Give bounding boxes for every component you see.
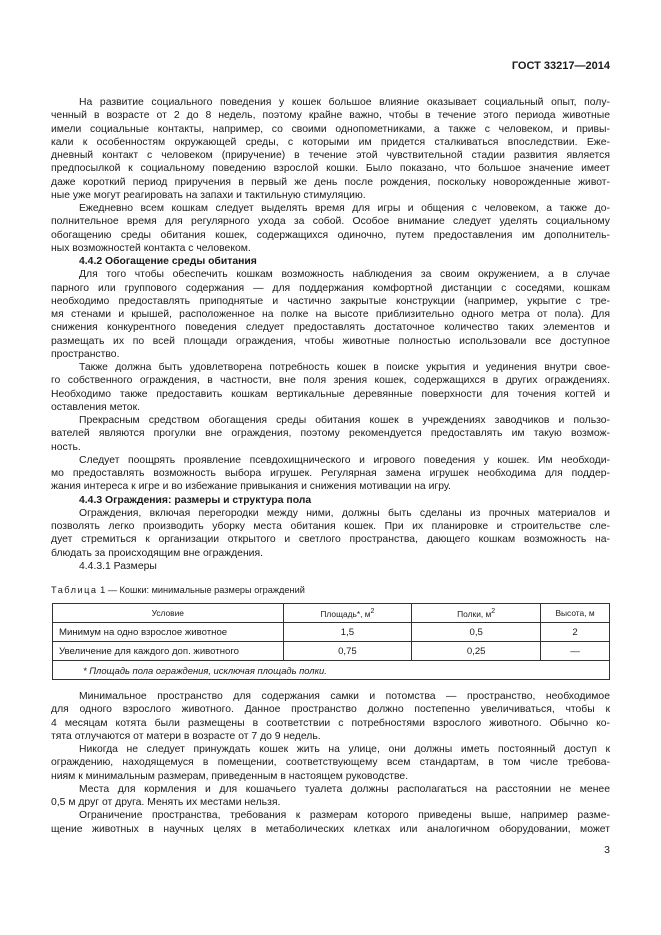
- header-area: Площадь*, $м^2$: [283, 604, 412, 623]
- enclosure-size-table: [52, 603, 610, 680]
- table-footnote-row: [53, 661, 610, 680]
- text-line: 0,5 м друг от друга. Менять их местами нельзя.: [51, 797, 281, 808]
- text-line: Прекрасным средством обогащения среды обитания кошек в учреждениях заводчиков и пользо-: [79, 415, 610, 426]
- text-line: ограждению, находящемуся в помещении, соответствующему всем стандартам, в том числе требова-: [51, 757, 610, 769]
- text-line: оставления меток.: [51, 401, 141, 413]
- text-line: щение животных в научных целях в метаболических клетках или аналогичном оборудовании, может: [51, 823, 610, 835]
- cell-condition: Увеличение для каждого доп. животного: [53, 642, 284, 661]
- paragraph: [51, 202, 610, 255]
- text-line: полнительное время для регулярного ухода за собой. Особое внимание следует уделять социальному: [51, 216, 610, 228]
- text-line: Следует поощрять проявление псевдохищнического и игрового поведения у кошек. Им необходи-: [79, 454, 610, 466]
- text-line: пространство.: [51, 348, 120, 360]
- text-line: предпосылкой к социальному поведению взрослой кошки. Было показано, что большое значение имеет: [51, 163, 610, 175]
- text-line: Ограждения, включая перегородки между ними, должны быть сделаны из прочных материалов и: [79, 507, 610, 519]
- text-line: 4 месяцам котята были размещены в соответствии с потребностями взрослого животного. Обычно ко-: [51, 717, 610, 729]
- cell-shelves: 0,25: [412, 642, 541, 661]
- text-line: ные уже могут реагировать на запахи и тактильную стимуляцию.: [51, 189, 366, 201]
- text-line: жания интереса к игре и во избежание привыкания и снижения мотивации на игру.: [51, 481, 451, 493]
- table-row: [53, 623, 610, 642]
- table-row: [53, 642, 610, 661]
- text-line: размещать их по всей площади ограждения, чтобы животные полностью использовали все доступное: [51, 335, 610, 347]
- text-line: На развитие социального поведения у кошек большое влияние оказывает социальный опыт, полу-: [79, 97, 610, 108]
- document-header-id: ГОСТ 33217—2014: [511, 60, 610, 72]
- text-line: ность.: [51, 441, 81, 453]
- section-heading: 4.4.2 Обогащение среды обитания: [79, 256, 257, 267]
- table-caption-text: — Кошки: минимальные размеры ограждений: [107, 585, 305, 595]
- text-line: Минимальное пространство для содержания самки и потомства — пространство, необходимое: [79, 691, 610, 702]
- text-line: парного или группового содержания — для поддержания комфортной дистанции с соседями, кошкам: [51, 282, 610, 294]
- paragraph: [51, 414, 610, 454]
- header-height: Высота, м: [541, 604, 610, 623]
- table-caption: [51, 585, 305, 595]
- text-line: ченный в возрасте от 2 до 8 недель, поэтому крайне важно, чтобы в течение этого периода животные: [51, 110, 610, 122]
- text-line: го собственного ограждения, в частности, вне поля зрения кошек, содержащихся в других ограждениях.: [51, 375, 610, 387]
- text-line: ниям к минимальным размерам, приведенным в настоящем руководстве.: [51, 770, 409, 782]
- paragraph: [51, 454, 610, 494]
- text-line: мо предоставлять возможность выбора игрушек. Регулярная замена игрушек необходима для поддер-: [51, 468, 610, 479]
- text-line: дневный контакт с человеком (приручение) в течение этой чувствительной стадии развития является: [51, 150, 610, 161]
- page-number: 3: [604, 844, 610, 856]
- paragraph: [51, 507, 610, 560]
- text-line: даже короткий период приручения в первый же день после рождения, поскольку новорожденные живот-: [51, 176, 610, 188]
- cell-condition: Минимум на одно взрослое животное: [53, 623, 284, 642]
- paragraph: [51, 783, 610, 810]
- cell-height: —: [541, 642, 610, 661]
- text-line: Ежедневно всем кошкам следует выделять время для игры и общения с человеком, а также до-: [79, 203, 610, 214]
- text-line: Также должна быть удовлетворена потребность кошек в поиске укрытия и уединения внутри свое-: [79, 362, 610, 373]
- text-line: позволять легко производить уборку места обитания кошек. При их планировке и строительстве сле-: [51, 521, 610, 532]
- body-text-top: [51, 96, 610, 573]
- text-line: дует стремиться к организации открытого и светлого пространства, дающего кошкам возможность на-: [51, 534, 610, 546]
- body-text-bottom: [51, 690, 610, 836]
- cell-shelves: 0,5: [412, 623, 541, 642]
- paragraph: [51, 268, 610, 361]
- text-line: Места для кормления и для кошачьего туалета должны располагаться на расстоянии не менее: [79, 783, 610, 795]
- text-line: тята отлучаются от матери в возрасте от 7 до 9 недель.: [51, 730, 321, 742]
- text-line: кали к особенностям окружающей среды, с которыми им придется сталкиваться впоследствии. Еже-: [51, 136, 610, 148]
- text-line: Необходимо также предоставить кошкам вертикальные деревянные поверхности для точения когтей и: [51, 388, 610, 400]
- text-line: ных возможностей контакта с человеком.: [51, 242, 251, 254]
- text-line: мя стенами и крышей, расположенное на полке на высоте приблизительно одного метра от пола). Для: [51, 309, 610, 320]
- text-line: обогащению среды обитания кошек, содержащихся одиночно, путем предоставления им дополнитель-: [51, 229, 610, 241]
- cell-area: 1,5: [283, 623, 412, 642]
- table-footnote: * Площадь пола ограждения, исключая площадь полки.: [53, 661, 610, 680]
- text-line: необходимо предоставлять приподнятые и частично закрытые конструкции (например, укрытие с тре-: [51, 295, 610, 307]
- table-caption-prefix: Таблица: [51, 585, 98, 595]
- header-condition: Условие: [53, 604, 284, 623]
- table-header-row: [53, 604, 610, 623]
- text-line: Для того чтобы обеспечить кошкам возможность наблюдения за своим окружением, а в случае: [79, 269, 610, 281]
- text-line: для одного взрослого животного. Данное пространство должно постепенно увеличиваться, чтобы к: [51, 704, 610, 716]
- text-line: блюдать за происходящим вне ограждения.: [51, 547, 263, 559]
- paragraph: [51, 809, 610, 836]
- header-shelves: Полки, $м^2$: [412, 604, 541, 623]
- table-caption-number: 1: [100, 585, 106, 595]
- text-line: вателей являются прогулки вне ограждения, поэтому рекомендуется предоставлять им такую возмож-: [51, 428, 610, 440]
- paragraph: [51, 361, 610, 414]
- cell-area: 0,75: [283, 642, 412, 661]
- text-line: Ограничение пространства, требования к размерам которого приведены выше, например разме-: [79, 810, 610, 822]
- cell-height: 2: [541, 623, 610, 642]
- paragraph: [51, 96, 610, 202]
- text-line: имели социальные контакты, например, со своими однопометниками, а также с человеком, и привы-: [51, 123, 610, 135]
- text-line: снижения конкурентного поведения следует предоставлять достаточное количество таких элементов и: [51, 322, 610, 334]
- paragraph: [51, 743, 610, 783]
- text-line: Никогда не следует принуждать кошек жить на улице, они должны иметь постоянный доступ к: [79, 744, 610, 755]
- paragraph: [51, 690, 610, 743]
- subsection-heading: 4.4.3.1 Размеры: [79, 560, 157, 572]
- section-heading: 4.4.3 Ограждения: размеры и структура пола: [79, 494, 312, 506]
